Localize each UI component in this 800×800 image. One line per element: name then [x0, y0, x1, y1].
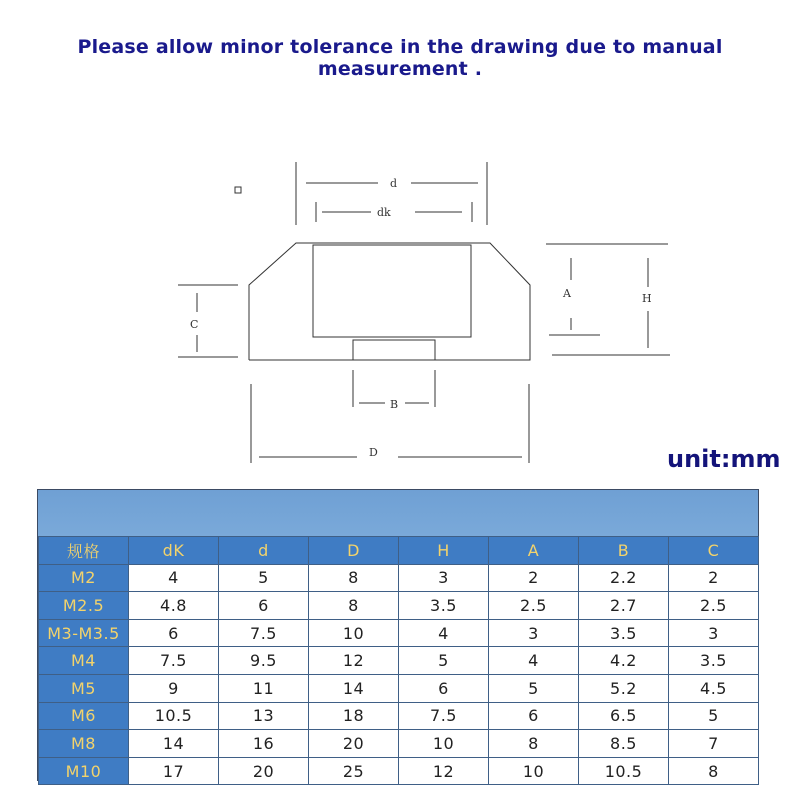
table-cell: 6 [399, 674, 489, 702]
table-cell: 8.5 [579, 730, 669, 758]
row-size-label: M10 [39, 757, 129, 785]
table-cell: 5.2 [579, 674, 669, 702]
table-cell: 10.5 [579, 757, 669, 785]
table-cell: 6 [129, 619, 219, 647]
row-size-label: M4 [39, 647, 129, 675]
table-cell: 2.2 [579, 564, 669, 592]
label-D: D [369, 446, 378, 459]
table-cell: 11 [219, 674, 309, 702]
table-cell: 10 [309, 619, 399, 647]
table-header-cell: B [579, 537, 669, 565]
table-cell: 5 [669, 702, 759, 730]
label-C: C [190, 318, 199, 331]
table-cell: 4.2 [579, 647, 669, 675]
row-size-label: M3-M3.5 [39, 619, 129, 647]
table-cell: 2 [669, 564, 759, 592]
table-header-cell: C [669, 537, 759, 565]
table-cell: 5 [219, 564, 309, 592]
table-cell: 8 [489, 730, 579, 758]
table-cell: 7.5 [219, 619, 309, 647]
table-cell: 6.5 [579, 702, 669, 730]
table-header-cell: 规格 [39, 537, 129, 565]
table-row [39, 674, 759, 702]
tolerance-note: Please allow minor tolerance in the drawing due to manual measurement . [77, 36, 723, 80]
table-banner [38, 490, 758, 536]
table-cell: 8 [309, 592, 399, 620]
table-cell: 5 [399, 647, 489, 675]
table-cell: 8 [309, 564, 399, 592]
table-row [39, 564, 759, 592]
bottom-boss [353, 340, 435, 360]
table-cell: 25 [309, 757, 399, 785]
table-cell: 8 [669, 757, 759, 785]
table-row [39, 619, 759, 647]
table-cell: 7.5 [129, 647, 219, 675]
table-cell: 3.5 [399, 592, 489, 620]
spec-table [38, 536, 759, 785]
table-row [39, 647, 759, 675]
table-header-cell: H [399, 537, 489, 565]
table-cell: 12 [309, 647, 399, 675]
table-row [39, 757, 759, 785]
table-header-cell: D [309, 537, 399, 565]
table-cell: 3.5 [669, 647, 759, 675]
row-size-label: M2 [39, 564, 129, 592]
table-cell: 4 [129, 564, 219, 592]
table-cell: 7.5 [399, 702, 489, 730]
table-header-row [39, 537, 759, 565]
row-size-label: M2.5 [39, 592, 129, 620]
marker-square [235, 187, 241, 193]
table-cell: 4.5 [669, 674, 759, 702]
label-dk: dk [377, 206, 391, 219]
label-B: B [390, 398, 399, 411]
table-cell: 20 [219, 757, 309, 785]
label-d: d [390, 177, 398, 190]
table-cell: 3 [399, 564, 489, 592]
table-cell: 2 [489, 564, 579, 592]
table-cell: 10.5 [129, 702, 219, 730]
table-cell: 2.5 [669, 592, 759, 620]
table-cell: 7 [669, 730, 759, 758]
label-A: A [563, 287, 571, 300]
table-cell: 9.5 [219, 647, 309, 675]
table-cell: 4.8 [129, 592, 219, 620]
row-size-label: M6 [39, 702, 129, 730]
table-header-cell: A [489, 537, 579, 565]
row-size-label: M5 [39, 674, 129, 702]
unit-label: unit:mm [667, 445, 781, 473]
table-cell: 16 [219, 730, 309, 758]
table-cell: 5 [489, 674, 579, 702]
table-cell: 12 [399, 757, 489, 785]
table-header-cell: dK [129, 537, 219, 565]
label-H: H [642, 292, 652, 305]
table-cell: 17 [129, 757, 219, 785]
table-cell: 10 [489, 757, 579, 785]
table-cell: 6 [489, 702, 579, 730]
spec-table-panel [37, 489, 759, 781]
table-cell: 6 [219, 592, 309, 620]
table-cell: 2.5 [489, 592, 579, 620]
table-cell: 13 [219, 702, 309, 730]
table-cell: 4 [489, 647, 579, 675]
inner-recess [313, 245, 471, 337]
table-cell: 14 [309, 674, 399, 702]
table-row [39, 702, 759, 730]
table-cell: 9 [129, 674, 219, 702]
table-cell: 3.5 [579, 619, 669, 647]
table-cell: 14 [129, 730, 219, 758]
part-outline [249, 243, 530, 360]
table-row [39, 730, 759, 758]
table-cell: 18 [309, 702, 399, 730]
table-cell: 2.7 [579, 592, 669, 620]
table-header-cell: d [219, 537, 309, 565]
table-cell: 10 [399, 730, 489, 758]
table-row [39, 592, 759, 620]
row-size-label: M8 [39, 730, 129, 758]
table-cell: 4 [399, 619, 489, 647]
table-cell: 20 [309, 730, 399, 758]
table-cell: 3 [669, 619, 759, 647]
table-cell: 3 [489, 619, 579, 647]
